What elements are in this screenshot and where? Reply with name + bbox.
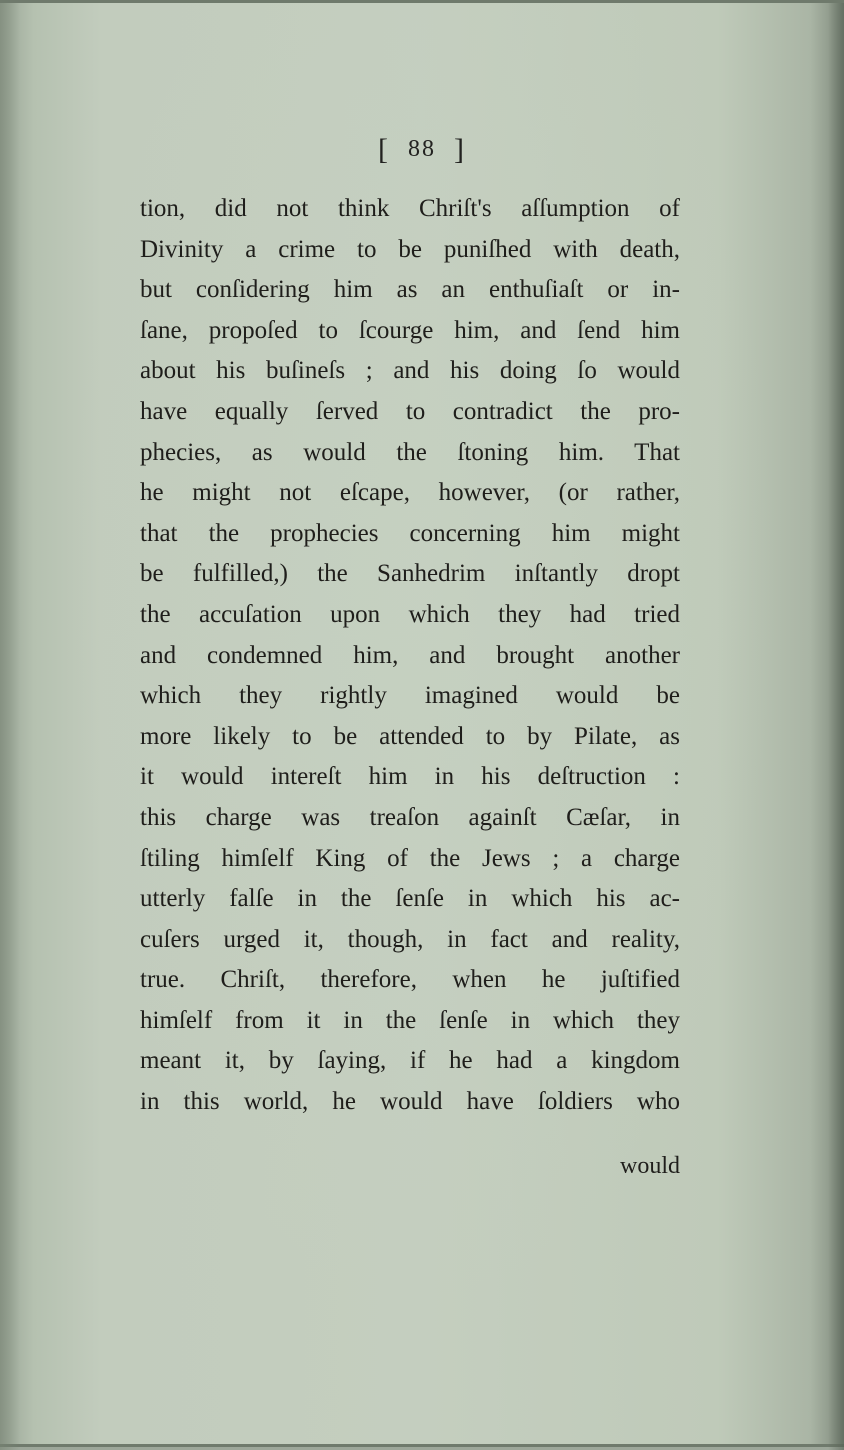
catchword: would xyxy=(620,1153,680,1179)
text-line: Divinity a crime to be puniſhed with death, xyxy=(140,235,680,263)
text-line: be fulfilled,) the Sanhedrim inſtantly dropt xyxy=(140,560,680,588)
text-line: meant it, by ſaying, if he had a kingdom xyxy=(140,1047,680,1075)
page-number: 88 xyxy=(408,136,436,162)
text-line: this charge was treaſon againſt Cæſar, in xyxy=(140,803,680,831)
text-line: but conſidering him as an enthuſiaſt or in- xyxy=(140,276,680,304)
text-line: that the prophecies concerning him might xyxy=(140,519,680,547)
text-line: the accuſation upon which they had tried xyxy=(140,600,680,628)
page-header xyxy=(0,133,844,167)
text-line: he might not eſcape, however, (or rather, xyxy=(140,479,680,507)
text-line: ſtiling himſelf King of the Jews ; a charge xyxy=(140,844,680,872)
text-line: tion, did not think Chriſt's aſſumption of xyxy=(140,195,680,222)
bracket-close: ] xyxy=(454,133,466,166)
text-line: cuſers urged it, though, in fact and reality, xyxy=(140,925,680,953)
text-line: about his buſineſs ; and his doing ſo would xyxy=(140,357,680,385)
text-line: and condemned him, and brought another xyxy=(140,641,680,669)
text-line: ſane, propoſed to ſcourge him, and ſend him xyxy=(140,316,680,344)
page-right-edge xyxy=(828,3,844,1450)
text-line: it would intereſt him in his deſtruction : xyxy=(140,763,680,791)
text-line: have equally ſerved to contradict the pro- xyxy=(140,397,680,425)
text-line: utterly falſe in the ſenſe in which his ac- xyxy=(140,885,680,913)
body-text xyxy=(140,189,680,1123)
text-line: phecies, as would the ſtoning him. That xyxy=(140,438,680,466)
text-line: in this world, he would have ſoldiers who xyxy=(140,1088,680,1116)
text-line: true. Chriſt, therefore, when he juſtified xyxy=(140,966,680,994)
text-line: himſelf from it in the ſenſe in which they xyxy=(140,1006,680,1034)
bracket-open: [ xyxy=(378,133,390,166)
text-line: which they rightly imagined would be xyxy=(140,682,680,710)
page-left-edge xyxy=(0,3,20,1450)
text-line: more likely to be attended to by Pilate, as xyxy=(140,722,680,750)
